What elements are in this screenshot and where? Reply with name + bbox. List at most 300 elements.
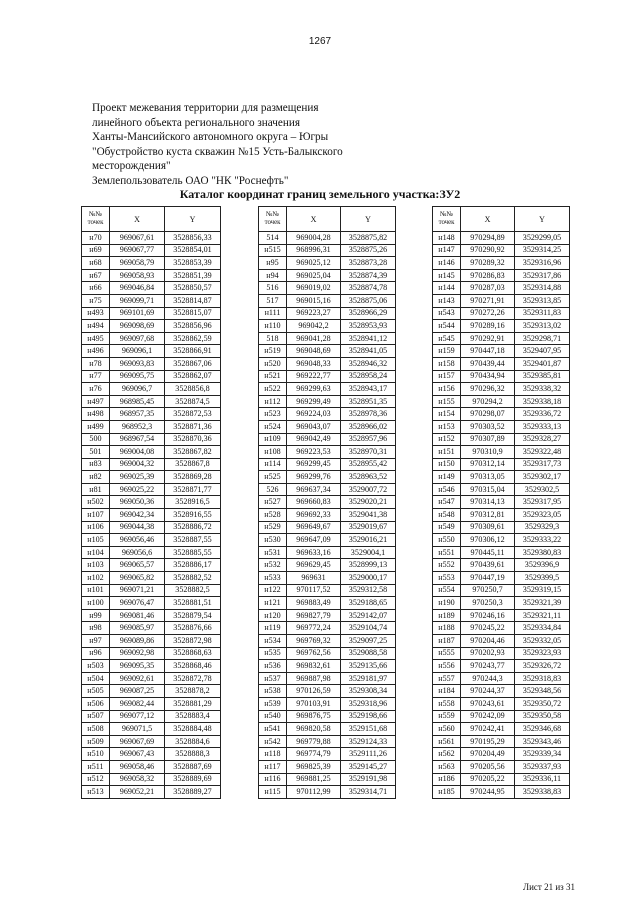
x-coordinate-cell: 970290,92 xyxy=(461,244,515,257)
x-coordinate-cell: 970205,56 xyxy=(461,760,515,773)
table-row xyxy=(82,572,221,585)
y-coordinate-cell: 3528881,29 xyxy=(165,697,221,710)
point-number-cell: н552 xyxy=(433,559,461,572)
y-coordinate-cell: 3528941,12 xyxy=(341,332,396,345)
y-coordinate-cell: 3529316,96 xyxy=(515,257,570,270)
header-x: X xyxy=(287,207,341,232)
point-number-cell: 500 xyxy=(82,433,110,446)
table-row xyxy=(259,395,396,408)
x-coordinate-cell: 969048,69 xyxy=(287,345,341,358)
x-coordinate-cell: 969019,02 xyxy=(287,282,341,295)
point-number-cell: н102 xyxy=(82,572,110,585)
x-coordinate-cell: 969692,33 xyxy=(287,509,341,522)
y-coordinate-cell: 3528873,28 xyxy=(341,257,396,270)
x-coordinate-cell: 969299,45 xyxy=(287,458,341,471)
x-coordinate-cell: 970310,9 xyxy=(461,446,515,459)
x-coordinate-cell: 970312,81 xyxy=(461,509,515,522)
catalog-title: Каталог координат границ земельного участка:ЗУ2 xyxy=(179,187,461,201)
y-coordinate-cell: 3528874,5 xyxy=(165,395,221,408)
x-coordinate-cell: 968967,54 xyxy=(110,433,165,446)
x-coordinate-cell: 970289,16 xyxy=(461,320,515,333)
x-coordinate-cell: 969299,63 xyxy=(287,383,341,396)
x-coordinate-cell: 969058,79 xyxy=(110,257,165,270)
point-number-cell: н184 xyxy=(433,685,461,698)
x-coordinate-cell: 970103,91 xyxy=(287,697,341,710)
table-row xyxy=(259,483,396,496)
x-coordinate-cell: 969299,49 xyxy=(287,395,341,408)
x-coordinate-cell: 970271,91 xyxy=(461,294,515,307)
point-number-cell: н70 xyxy=(82,232,110,245)
table-row xyxy=(259,609,396,622)
point-number-cell: н535 xyxy=(259,647,287,660)
table-row xyxy=(82,760,221,773)
point-number-cell: н548 xyxy=(433,509,461,522)
point-number-cell: н116 xyxy=(259,773,287,786)
header-line: Ханты-Мансийского автономного округа – Югры xyxy=(92,131,329,144)
y-coordinate-cell: 3528887,69 xyxy=(165,760,221,773)
table-row xyxy=(259,496,396,509)
point-number-cell: н81 xyxy=(82,483,110,496)
y-coordinate-cell: 3528881,51 xyxy=(165,597,221,610)
x-coordinate-cell: 970294,89 xyxy=(461,232,515,245)
x-coordinate-cell: 970445,11 xyxy=(461,546,515,559)
table-row xyxy=(433,307,570,320)
x-coordinate-cell: 969224,03 xyxy=(287,408,341,421)
x-coordinate-cell: 969065,57 xyxy=(110,559,165,572)
x-coordinate-cell: 969015,16 xyxy=(287,294,341,307)
x-coordinate-cell: 969099,71 xyxy=(110,294,165,307)
y-coordinate-cell: 3528882,52 xyxy=(165,572,221,585)
y-coordinate-cell: 3529317,95 xyxy=(515,496,570,509)
table-row xyxy=(433,345,570,358)
table-row xyxy=(82,584,221,597)
table-row xyxy=(82,269,221,282)
x-coordinate-cell: 970242,09 xyxy=(461,710,515,723)
table-row xyxy=(259,546,396,559)
x-coordinate-cell: 970244,3 xyxy=(461,672,515,685)
x-coordinate-cell: 970204,46 xyxy=(461,635,515,648)
y-coordinate-cell: 3529104,74 xyxy=(341,622,396,635)
table-row xyxy=(82,597,221,610)
x-coordinate-cell: 969096,7 xyxy=(110,383,165,396)
point-number-cell: н544 xyxy=(433,320,461,333)
table-row xyxy=(82,521,221,534)
x-coordinate-cell: 970112,99 xyxy=(287,786,341,799)
x-coordinate-cell: 969223,27 xyxy=(287,307,341,320)
point-number-cell: н96 xyxy=(82,647,110,660)
x-coordinate-cell: 969004,08 xyxy=(110,446,165,459)
table-row xyxy=(259,685,396,698)
y-coordinate-cell: 3528814,87 xyxy=(165,294,221,307)
y-coordinate-cell: 3529322,48 xyxy=(515,446,570,459)
table-row xyxy=(82,546,221,559)
x-coordinate-cell: 969825,39 xyxy=(287,760,341,773)
point-number-cell: н542 xyxy=(259,735,287,748)
table-row xyxy=(82,383,221,396)
y-coordinate-cell: 3529338,18 xyxy=(515,395,570,408)
table-row xyxy=(82,471,221,484)
x-coordinate-cell: 970294,2 xyxy=(461,395,515,408)
x-coordinate-cell: 970439,61 xyxy=(461,559,515,572)
coordinates-table-3 xyxy=(432,206,570,799)
x-coordinate-cell: 969887,98 xyxy=(287,672,341,685)
point-number-cell: н524 xyxy=(259,420,287,433)
y-coordinate-cell: 3528888,3 xyxy=(165,748,221,761)
y-coordinate-cell: 3529302,5 xyxy=(515,483,570,496)
table-row xyxy=(82,672,221,685)
point-number-cell: н97 xyxy=(82,635,110,648)
point-number-cell: н104 xyxy=(82,546,110,559)
table-row xyxy=(259,294,396,307)
table-row xyxy=(433,408,570,421)
x-coordinate-cell: 970306,12 xyxy=(461,534,515,547)
table-row xyxy=(82,420,221,433)
x-coordinate-cell: 970289,32 xyxy=(461,257,515,270)
point-number-cell: н521 xyxy=(259,370,287,383)
table-row xyxy=(82,534,221,547)
y-coordinate-cell: 3529333,22 xyxy=(515,534,570,547)
point-number-cell: н94 xyxy=(259,269,287,282)
point-number-cell: н509 xyxy=(82,735,110,748)
x-coordinate-cell: 969633,16 xyxy=(287,546,341,559)
table-row xyxy=(259,257,396,270)
point-number-cell: 518 xyxy=(259,332,287,345)
table-row xyxy=(259,760,396,773)
y-coordinate-cell: 3529396,9 xyxy=(515,559,570,572)
point-number-cell: н520 xyxy=(259,357,287,370)
table-row xyxy=(433,509,570,522)
y-coordinate-cell: 3529401,87 xyxy=(515,357,570,370)
table-row xyxy=(433,244,570,257)
x-coordinate-cell: 970314,13 xyxy=(461,496,515,509)
table-row xyxy=(82,697,221,710)
point-number-cell: н550 xyxy=(433,534,461,547)
x-coordinate-cell: 969649,67 xyxy=(287,521,341,534)
header-line: линейного объекта регионального значения xyxy=(92,116,301,129)
y-coordinate-cell: 3529142,07 xyxy=(341,609,396,622)
x-coordinate-cell: 969097,68 xyxy=(110,332,165,345)
point-number-cell: н146 xyxy=(433,257,461,270)
header-point-number: №№ точек xyxy=(433,207,461,232)
point-number-cell: 501 xyxy=(82,446,110,459)
y-coordinate-cell: 3528875,06 xyxy=(341,294,396,307)
y-coordinate-cell: 3528887,55 xyxy=(165,534,221,547)
y-coordinate-cell: 3529019,67 xyxy=(341,521,396,534)
table-row xyxy=(82,635,221,648)
point-number-cell: н508 xyxy=(82,723,110,736)
x-coordinate-cell: 969647,09 xyxy=(287,534,341,547)
point-number-cell: н545 xyxy=(433,332,461,345)
y-coordinate-cell: 3528883,4 xyxy=(165,710,221,723)
point-number-cell: н115 xyxy=(259,786,287,799)
y-coordinate-cell: 3529343,46 xyxy=(515,735,570,748)
y-coordinate-cell: 3528815,07 xyxy=(165,307,221,320)
point-number-cell: н562 xyxy=(433,748,461,761)
table-row xyxy=(433,685,570,698)
header-y: Y xyxy=(341,207,396,232)
x-coordinate-cell: 969774,79 xyxy=(287,748,341,761)
x-coordinate-cell: 969041,28 xyxy=(287,332,341,345)
table-row xyxy=(259,282,396,295)
table-row xyxy=(259,735,396,748)
x-coordinate-cell: 970286,83 xyxy=(461,269,515,282)
x-coordinate-cell: 969779,88 xyxy=(287,735,341,748)
x-coordinate-cell: 969881,25 xyxy=(287,773,341,786)
x-coordinate-cell: 970243,77 xyxy=(461,660,515,673)
y-coordinate-cell: 3528889,69 xyxy=(165,773,221,786)
table-row xyxy=(259,307,396,320)
table-row xyxy=(433,534,570,547)
table-row xyxy=(259,244,396,257)
table-row xyxy=(433,572,570,585)
x-coordinate-cell: 969092,98 xyxy=(110,647,165,660)
x-coordinate-cell: 970246,16 xyxy=(461,609,515,622)
y-coordinate-cell: 3529339,34 xyxy=(515,748,570,761)
x-coordinate-cell: 969299,76 xyxy=(287,471,341,484)
y-coordinate-cell: 3529318,96 xyxy=(341,697,396,710)
y-coordinate-cell: 3529314,88 xyxy=(515,282,570,295)
table-row xyxy=(433,559,570,572)
y-coordinate-cell: 3529020,21 xyxy=(341,496,396,509)
x-coordinate-cell: 970244,37 xyxy=(461,685,515,698)
table-row xyxy=(82,660,221,673)
point-number-cell: н99 xyxy=(82,609,110,622)
point-number-cell: н150 xyxy=(433,458,461,471)
x-coordinate-cell: 969098,69 xyxy=(110,320,165,333)
y-coordinate-cell: 3529151,68 xyxy=(341,723,396,736)
x-coordinate-cell: 970117,52 xyxy=(287,584,341,597)
table-row xyxy=(82,357,221,370)
y-coordinate-cell: 3528868,46 xyxy=(165,660,221,673)
point-number-cell: н105 xyxy=(82,534,110,547)
table-row xyxy=(82,332,221,345)
x-coordinate-cell: 969092,61 xyxy=(110,672,165,685)
point-number-cell: н527 xyxy=(259,496,287,509)
header-line: Проект межевания территории для размещения xyxy=(92,102,319,114)
table-row xyxy=(433,597,570,610)
point-number-cell: н512 xyxy=(82,773,110,786)
table-row xyxy=(259,635,396,648)
header-point-number: №№ точек xyxy=(82,207,110,232)
x-coordinate-cell: 969087,25 xyxy=(110,685,165,698)
x-coordinate-cell: 969067,69 xyxy=(110,735,165,748)
y-coordinate-cell: 3529338,32 xyxy=(515,383,570,396)
table-row xyxy=(259,597,396,610)
point-number-cell: н551 xyxy=(433,546,461,559)
y-coordinate-cell: 3529004,1 xyxy=(341,546,396,559)
document-header xyxy=(92,101,343,189)
y-coordinate-cell: 3528886,17 xyxy=(165,559,221,572)
x-coordinate-cell: 969025,12 xyxy=(287,257,341,270)
x-coordinate-cell: 969637,34 xyxy=(287,483,341,496)
page-number: 1267 xyxy=(308,36,332,47)
x-coordinate-cell: 970312,14 xyxy=(461,458,515,471)
table-row xyxy=(433,370,570,383)
point-number-cell: н118 xyxy=(259,748,287,761)
y-coordinate-cell: 3529145,27 xyxy=(341,760,396,773)
table-row xyxy=(82,710,221,723)
y-coordinate-cell: 3529311,83 xyxy=(515,307,570,320)
table-row xyxy=(259,672,396,685)
x-coordinate-cell: 970272,26 xyxy=(461,307,515,320)
point-number-cell: н540 xyxy=(259,710,287,723)
point-number-cell: н103 xyxy=(82,559,110,572)
point-number-cell: н120 xyxy=(259,609,287,622)
y-coordinate-cell: 3529124,33 xyxy=(341,735,396,748)
point-number-cell: н558 xyxy=(433,697,461,710)
table-row xyxy=(82,320,221,333)
x-coordinate-cell: 969081,46 xyxy=(110,609,165,622)
y-coordinate-cell: 3529313,02 xyxy=(515,320,570,333)
y-coordinate-cell: 3529380,83 xyxy=(515,546,570,559)
point-number-cell: н507 xyxy=(82,710,110,723)
x-coordinate-cell: 969101,69 xyxy=(110,307,165,320)
table-row xyxy=(259,408,396,421)
x-coordinate-cell: 969631 xyxy=(287,572,341,585)
header-line: "Обустройство куста скважин №15 Усть-Балыкского xyxy=(92,145,343,158)
table-row xyxy=(82,509,221,522)
point-number-cell: н541 xyxy=(259,723,287,736)
x-coordinate-cell: 969004,28 xyxy=(287,232,341,245)
table-row xyxy=(433,496,570,509)
table-row xyxy=(259,647,396,660)
y-coordinate-cell: 3528850,57 xyxy=(165,282,221,295)
point-number-cell: н528 xyxy=(259,509,287,522)
x-coordinate-cell: 969096,1 xyxy=(110,345,165,358)
table-row xyxy=(259,622,396,635)
y-coordinate-cell: 3529318,83 xyxy=(515,672,570,685)
table-row xyxy=(82,370,221,383)
point-number-cell: н525 xyxy=(259,471,287,484)
point-number-cell: н556 xyxy=(433,660,461,673)
x-coordinate-cell: 969058,46 xyxy=(110,760,165,773)
table-row xyxy=(259,773,396,786)
y-coordinate-cell: 3528866,91 xyxy=(165,345,221,358)
point-number-cell: н515 xyxy=(259,244,287,257)
point-number-cell: н189 xyxy=(433,609,461,622)
y-coordinate-cell: 3528856,8 xyxy=(165,383,221,396)
point-number-cell: н554 xyxy=(433,584,461,597)
y-coordinate-cell: 3528856,33 xyxy=(165,232,221,245)
y-coordinate-cell: 3529191,98 xyxy=(341,773,396,786)
header-x: X xyxy=(461,207,515,232)
point-number-cell: н108 xyxy=(259,446,287,459)
y-coordinate-cell: 3528963,52 xyxy=(341,471,396,484)
point-number-cell: н496 xyxy=(82,345,110,358)
y-coordinate-cell: 3529007,72 xyxy=(341,483,396,496)
y-coordinate-cell: 3528872,98 xyxy=(165,635,221,648)
y-coordinate-cell: 3528867,82 xyxy=(165,446,221,459)
y-coordinate-cell: 3529329,3 xyxy=(515,521,570,534)
table-row xyxy=(259,357,396,370)
point-number-cell: н563 xyxy=(433,760,461,773)
x-coordinate-cell: 970292,91 xyxy=(461,332,515,345)
point-number-cell: н145 xyxy=(433,269,461,282)
point-number-cell: н186 xyxy=(433,773,461,786)
table-row xyxy=(82,446,221,459)
y-coordinate-cell: 3528853,39 xyxy=(165,257,221,270)
point-number-cell: 517 xyxy=(259,294,287,307)
x-coordinate-cell: 969067,61 xyxy=(110,232,165,245)
table-row xyxy=(433,433,570,446)
y-coordinate-cell: 3529326,72 xyxy=(515,660,570,673)
y-coordinate-cell: 3529314,71 xyxy=(341,786,396,799)
x-coordinate-cell: 970202,93 xyxy=(461,647,515,660)
x-coordinate-cell: 968952,3 xyxy=(110,420,165,433)
point-number-cell: н121 xyxy=(259,597,287,610)
x-coordinate-cell: 969077,12 xyxy=(110,710,165,723)
table-row xyxy=(433,420,570,433)
point-number-cell: 526 xyxy=(259,483,287,496)
x-coordinate-cell: 969056,6 xyxy=(110,546,165,559)
point-number-cell: н66 xyxy=(82,282,110,295)
y-coordinate-cell: 3528872,53 xyxy=(165,408,221,421)
table-row xyxy=(433,622,570,635)
point-number-cell: н77 xyxy=(82,370,110,383)
y-coordinate-cell: 3529000,17 xyxy=(341,572,396,585)
header-line: месторождения" xyxy=(92,160,171,173)
x-coordinate-cell: 969046,84 xyxy=(110,282,165,295)
point-number-cell: 514 xyxy=(259,232,287,245)
y-coordinate-cell: 3528943,17 xyxy=(341,383,396,396)
table-row xyxy=(259,446,396,459)
point-number-cell: н188 xyxy=(433,622,461,635)
y-coordinate-cell: 3529313,85 xyxy=(515,294,570,307)
y-coordinate-cell: 3528916,55 xyxy=(165,509,221,522)
x-coordinate-cell: 970242,41 xyxy=(461,723,515,736)
x-coordinate-cell: 968957,35 xyxy=(110,408,165,421)
table-row xyxy=(433,483,570,496)
table-row xyxy=(82,622,221,635)
coordinates-table-1 xyxy=(81,206,221,799)
table-row xyxy=(433,773,570,786)
x-coordinate-cell: 970313,05 xyxy=(461,471,515,484)
table-row xyxy=(433,760,570,773)
header-y: Y xyxy=(515,207,570,232)
table-row xyxy=(82,773,221,786)
x-coordinate-cell: 970315,04 xyxy=(461,483,515,496)
y-coordinate-cell: 3529328,27 xyxy=(515,433,570,446)
table-row xyxy=(259,383,396,396)
table-row xyxy=(259,584,396,597)
y-coordinate-cell: 3528955,42 xyxy=(341,458,396,471)
table-row xyxy=(433,723,570,736)
point-number-cell: н68 xyxy=(82,257,110,270)
x-coordinate-cell: 969093,83 xyxy=(110,357,165,370)
point-number-cell: н117 xyxy=(259,760,287,773)
table-row xyxy=(82,232,221,245)
y-coordinate-cell: 3529298,71 xyxy=(515,332,570,345)
point-number-cell: н497 xyxy=(82,395,110,408)
x-coordinate-cell: 970298,07 xyxy=(461,408,515,421)
y-coordinate-cell: 3529334,84 xyxy=(515,622,570,635)
x-coordinate-cell: 969025,39 xyxy=(110,471,165,484)
point-number-cell: н538 xyxy=(259,685,287,698)
point-number-cell: н67 xyxy=(82,269,110,282)
y-coordinate-cell: 3529198,66 xyxy=(341,710,396,723)
y-coordinate-cell: 3528876,66 xyxy=(165,622,221,635)
point-number-cell: н502 xyxy=(82,496,110,509)
y-coordinate-cell: 3529188,65 xyxy=(341,597,396,610)
point-number-cell: н534 xyxy=(259,635,287,648)
table-row xyxy=(82,496,221,509)
table-row xyxy=(259,433,396,446)
y-coordinate-cell: 3529312,58 xyxy=(341,584,396,597)
x-coordinate-cell: 969043,07 xyxy=(287,420,341,433)
x-coordinate-cell: 969827,79 xyxy=(287,609,341,622)
table-row xyxy=(433,332,570,345)
table-row xyxy=(259,786,396,799)
